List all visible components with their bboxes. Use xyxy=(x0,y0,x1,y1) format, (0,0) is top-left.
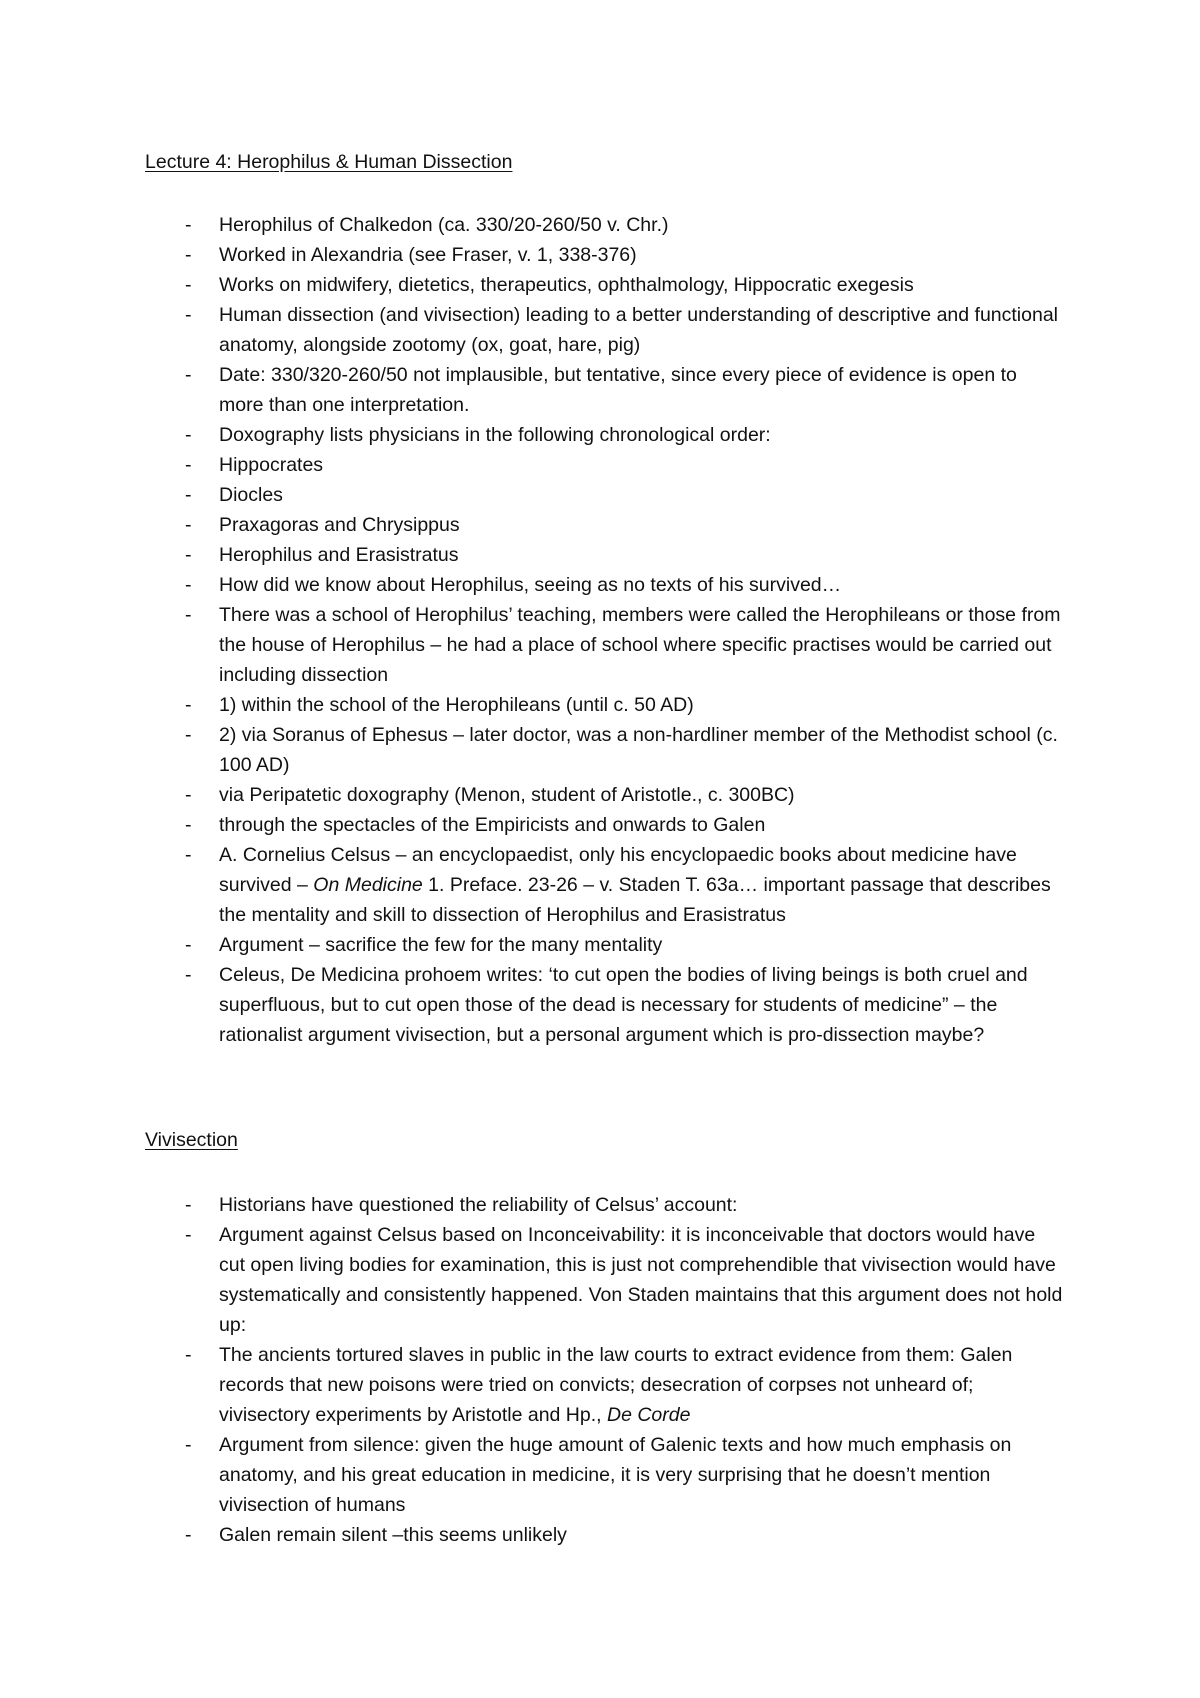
bullet-dash: - xyxy=(185,514,192,536)
list-item: - Historians have questioned the reliability of Celsus’ account: xyxy=(185,1190,1065,1220)
bullet-dash: - xyxy=(185,1224,192,1246)
list-item: - Diocles xyxy=(185,480,1065,510)
list-item: - through the spectacles of the Empiricists and onwards to Galen xyxy=(185,810,1065,840)
bullet-dash: - xyxy=(185,484,192,506)
list-item: - Hippocrates xyxy=(185,450,1065,480)
vivisection-heading: Vivisection xyxy=(145,1129,238,1151)
list-item: - Argument against Celsus based on Inconceivability: it is inconceivable that doctors would have cut open living bodies for examination, this is just not comprehendible that vivisection would have systematically and consistently happened. Von Staden maintains that this argument does not hold up: xyxy=(185,1220,1065,1340)
book-title: On Medicine xyxy=(313,874,423,896)
list-item: - Herophilus and Erasistratus xyxy=(185,540,1065,570)
list-item: - Human dissection (and vivisection) leading to a better understanding of descriptive and functional anatomy, alongside zootomy (ox, goat, hare, pig) xyxy=(185,300,1065,360)
bullet-dash: - xyxy=(185,844,192,866)
bullet-dash: - xyxy=(185,424,192,446)
list-item: - Praxagoras and Chrysippus xyxy=(185,510,1065,540)
bullet-dash: - xyxy=(185,1434,192,1456)
bullet-dash: - xyxy=(185,1194,192,1216)
vivisection-notes-list xyxy=(185,1190,1065,1550)
list-item-ancients: - The ancients tortured slaves in public in the law courts to extract evidence from them: Galen records that new poisons were tried on convicts; desecration of corpses not unheard of; vivisectory experiments by Aristotle and Hp., De Corde xyxy=(185,1340,1065,1430)
list-item: - 2) via Soranus of Ephesus – later doctor, was a non-hardliner member of the Methodist school (c. 100 AD) xyxy=(185,720,1065,780)
bullet-dash: - xyxy=(185,964,192,986)
list-item: - Galen remain silent –this seems unlikely xyxy=(185,1520,1065,1550)
bullet-dash: - xyxy=(185,574,192,596)
bullet-dash: - xyxy=(185,934,192,956)
bullet-dash: - xyxy=(185,244,192,266)
list-item: - How did we know about Herophilus, seeing as no texts of his survived… xyxy=(185,570,1065,600)
bullet-dash: - xyxy=(185,1344,192,1366)
book-title: De Corde xyxy=(607,1404,691,1426)
list-item: - Herophilus of Chalkedon (ca. 330/20-260/50 v. Chr.) xyxy=(185,210,1065,240)
list-item: - Date: 330/320-260/50 not implausible, but tentative, since every piece of evidence is open to more than one interpretation. xyxy=(185,360,1065,420)
list-item: - Doxography lists physicians in the following chronological order: xyxy=(185,420,1065,450)
bullet-dash: - xyxy=(185,364,192,386)
list-item: - Worked in Alexandria (see Fraser, v. 1, 338-376) xyxy=(185,240,1065,270)
bullet-dash: - xyxy=(185,274,192,296)
lecture-heading: Lecture 4: Herophilus & Human Dissection xyxy=(145,151,513,173)
bullet-dash: - xyxy=(185,784,192,806)
bullet-dash: - xyxy=(185,724,192,746)
list-item: - Works on midwifery, dietetics, therapeutics, ophthalmology, Hippocratic exegesis xyxy=(185,270,1065,300)
bullet-dash: - xyxy=(185,604,192,626)
list-item: - There was a school of Herophilus’ teaching, members were called the Herophileans or those from the house of Herophilus – he had a place of school where specific practises would be carried out including dissection xyxy=(185,600,1065,690)
list-item: - Argument – sacrifice the few for the many mentality xyxy=(185,930,1065,960)
list-item: - via Peripatetic doxography (Menon, student of Aristotle., c. 300BC) xyxy=(185,780,1065,810)
list-item-celsus: - A. Cornelius Celsus – an encyclopaedist, only his encyclopaedic books about medicine have survived – On Medicine 1. Preface. 23-26 – v. Staden T. 63a… important passage that describes the mentality and skill to dissection of Herophilus and Erasistratus xyxy=(185,840,1065,930)
list-item: - 1) within the school of the Herophileans (until c. 50 AD) xyxy=(185,690,1065,720)
list-item: - Celeus, De Medicina prohoem writes: ‘to cut open the bodies of living beings is both cruel and superfluous, but to cut open those of the dead is necessary for students of medicine” – the rationalist argument vivisection, but a personal argument which is pro-dissection maybe? xyxy=(185,960,1065,1050)
bullet-dash: - xyxy=(185,454,192,476)
bullet-dash: - xyxy=(185,304,192,326)
bullet-dash: - xyxy=(185,694,192,716)
bullet-dash: - xyxy=(185,1524,192,1546)
bullet-dash: - xyxy=(185,544,192,566)
list-item: - Argument from silence: given the huge amount of Galenic texts and how much emphasis on anatomy, and his great education in medicine, it is very surprising that he doesn’t mention vivisection of humans xyxy=(185,1430,1065,1520)
lecture-notes-list xyxy=(185,210,1065,1050)
bullet-dash: - xyxy=(185,214,192,236)
bullet-dash: - xyxy=(185,814,192,836)
